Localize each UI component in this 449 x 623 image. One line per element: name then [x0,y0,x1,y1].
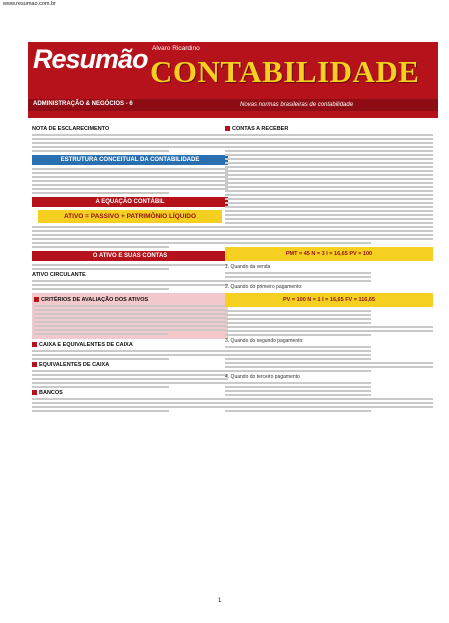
author-name: Alvaro Ricardino [152,45,200,52]
section-bar-estrutura: ESTRUTURA CONCEITUAL DA CONTABILIDADE [32,155,228,165]
segundo-pagamento-placeholder [225,346,433,372]
heading-contas-receber [225,126,433,132]
note-text-placeholder [32,134,228,152]
heading-criterios [34,297,226,303]
subhead-terceiro-pagamento: 4. Quando do terceiro pagamento [225,374,300,380]
heading-bancos-text: BANCOS [39,390,63,396]
ativo-text-placeholder [32,264,228,270]
subhead-primeiro-pagamento: 2. Quando do primeiro pagamento: [225,284,303,290]
equacao-text-placeholder [32,226,228,248]
pmt-box [225,247,433,261]
criterios-box [32,293,228,339]
section-marker-icon [34,297,39,302]
heading-equivalentes [32,362,228,368]
left-column [32,124,228,414]
section-marker-icon [32,342,37,347]
subtitle: Novas normas brasileiras de contabilidade [240,102,354,108]
heading-criterios-text: CRITÉRIOS DE AVALIAÇÃO DOS ATIVOS [41,297,149,303]
brand-logo: Resumão [33,44,148,74]
pmt-line-1: PMT = 45 N = 3 I = 16,65 PV = 100 [285,251,373,257]
heading-contas-receber-text: CONTAS A RECEBER [232,126,289,132]
equation-box: ATIVO = PASSIVO + PATRIMÔNIO LÍQUIDO [38,210,222,223]
heading-bancos [32,390,228,396]
terceiro-pagamento-placeholder [225,382,433,412]
section-marker-icon [225,126,230,131]
heading-caixa [32,342,228,348]
site-url: www.resumao.com.br [3,1,56,7]
section-bar-equacao: A EQUAÇÃO CONTÁBIL [32,197,228,207]
right-column [225,124,433,414]
venda-entries-placeholder [225,272,433,282]
pmt-box-2 [225,293,433,307]
note-title: NOTA DE ESCLARECIMENTO [32,126,110,132]
heading-equivalentes-text: EQUIVALENTES DE CAIXA [39,362,110,368]
caixa-text-placeholder [32,350,228,360]
main-title: CONTABILIDADE [150,54,420,89]
subhead-segundo-pagamento: 3. Quando do segundo pagamento: [225,338,304,344]
pmt-line-2: PV = 100 N = 1 I = 16,65 FV = 116,65 [282,297,376,303]
section-marker-icon [32,362,37,367]
primeiro-pagamento-placeholder [225,310,433,336]
contas-receber-text-placeholder [225,134,433,244]
section-marker-icon [32,390,37,395]
heading-caixa-text: CAIXA E EQUIVALENTES DE CAIXA [39,342,133,348]
estrutura-text-placeholder [32,168,228,194]
heading-ativo-circulante: ATIVO CIRCULANTE [32,272,86,278]
series-label: ADMINISTRAÇÃO & NEGÓCIOS - 6 [33,101,133,107]
circulante-text-placeholder [32,280,228,290]
page-number: 1 [218,598,222,604]
section-bar-ativo: O ATIVO E SUAS CONTAS [32,251,228,261]
subhead-venda: 1. Quando da venda [225,264,271,270]
bancos-text-placeholder [32,398,228,412]
equivalentes-text-placeholder [32,370,228,388]
